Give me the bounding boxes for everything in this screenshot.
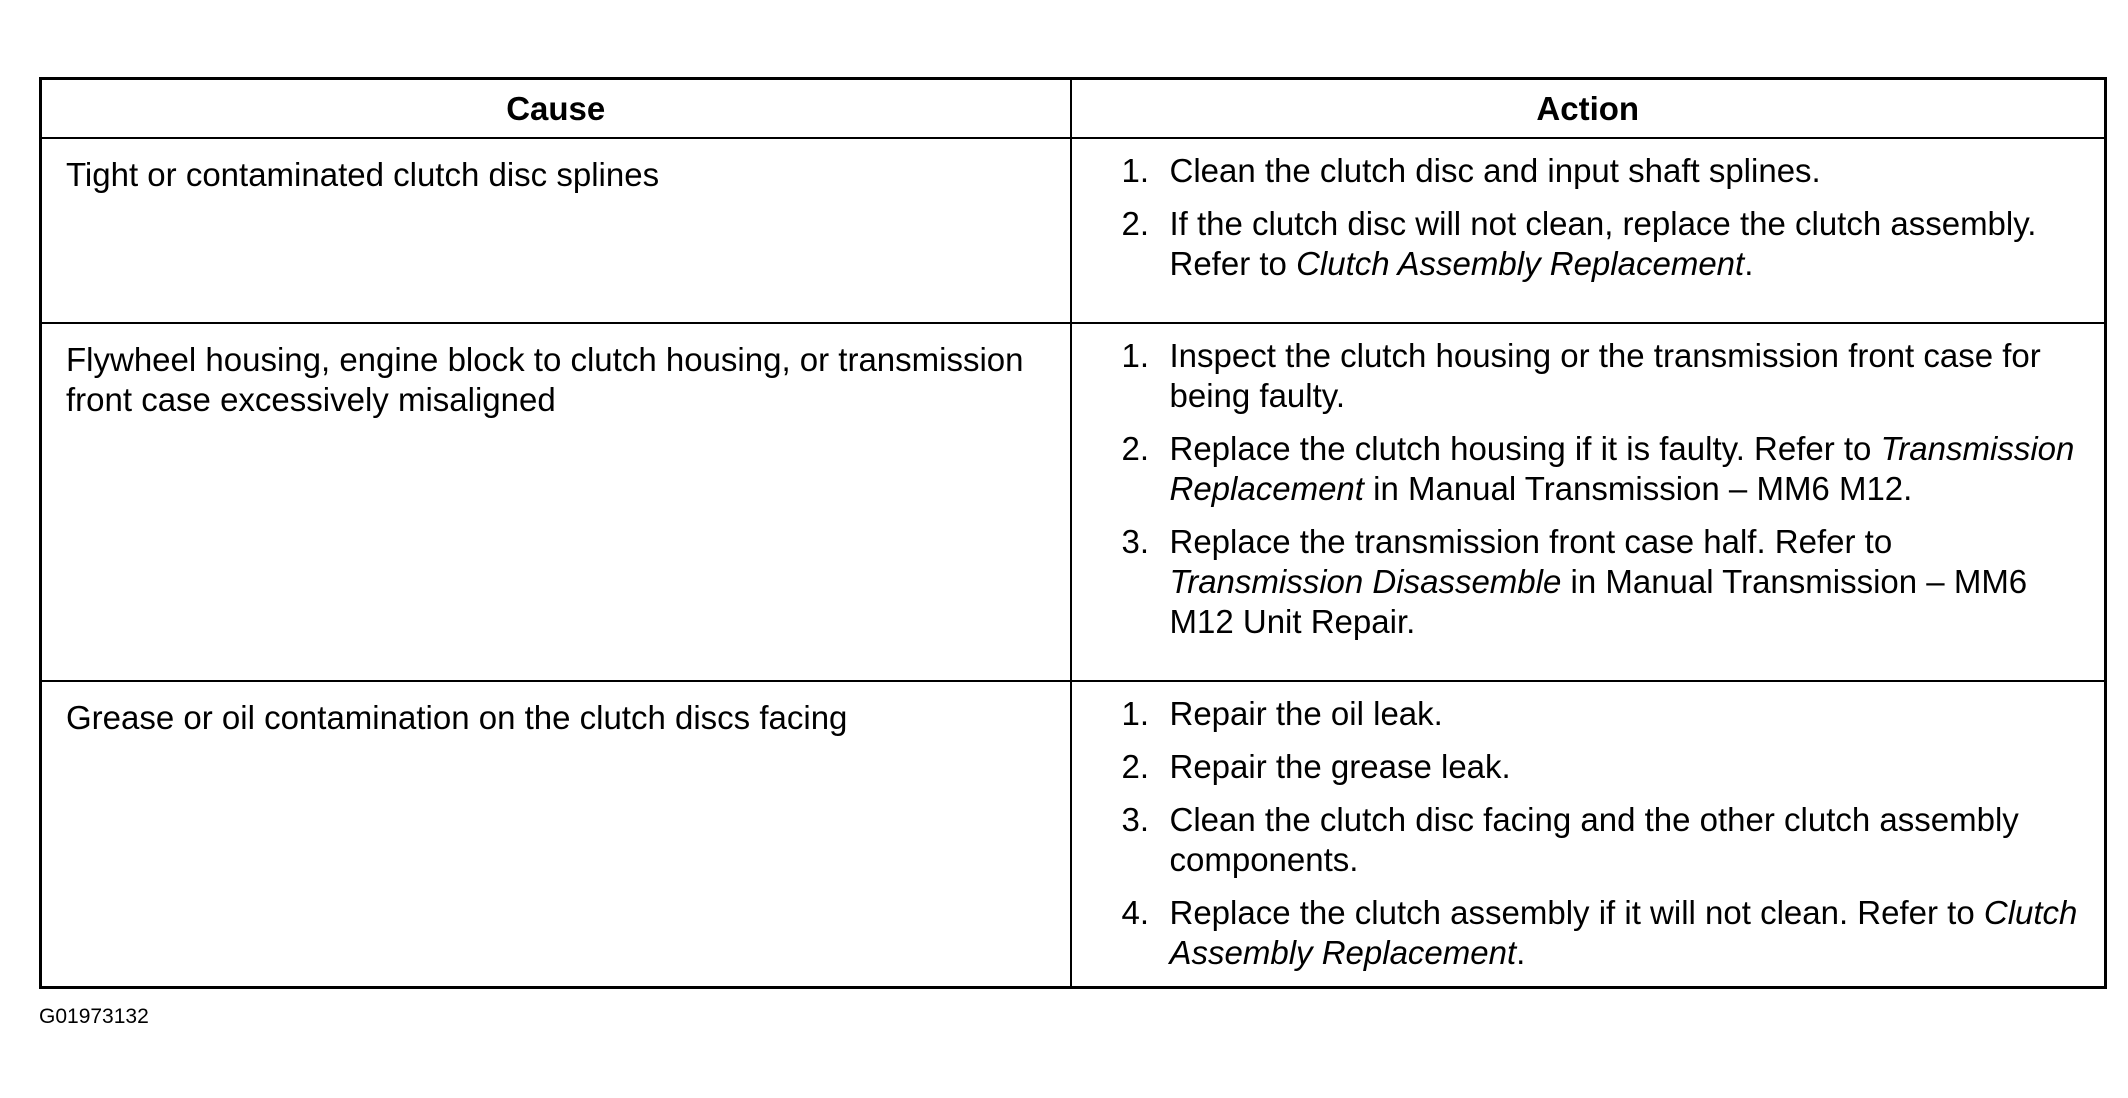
action-cell	[1071, 138, 2106, 323]
step-text-segment: Replace the transmission front case half. Refer to	[1169, 523, 1893, 560]
action-step	[1072, 694, 2091, 734]
action-step	[1072, 336, 2091, 416]
diagnostic-table	[39, 77, 2107, 989]
step-text-segment: .	[1744, 245, 1754, 282]
action-steps	[1072, 336, 2091, 642]
step-text-segment: in Manual Transmission – MM6 M12.	[1363, 470, 1913, 507]
step-text-segment: Repair the grease leak.	[1169, 748, 1511, 785]
cause-cell: Grease or oil contamination on the clutch discs facing	[41, 681, 1071, 988]
reference-title: Clutch Assembly Replacement	[1169, 894, 2078, 971]
step-text	[1170, 894, 2078, 971]
step-text	[1170, 152, 1821, 189]
action-cell	[1071, 323, 2106, 681]
step-text-segment: Replace the clutch housing if it is faulty. Refer to	[1169, 430, 1881, 467]
cause-cell: Tight or contaminated clutch disc splines	[41, 138, 1071, 323]
action-step	[1072, 204, 2091, 284]
step-text-segment: Inspect the clutch housing or the transmission front case for being faulty.	[1169, 337, 2041, 414]
step-number: 1.	[1121, 337, 1150, 374]
step-text	[1170, 801, 2019, 878]
step-number: 3.	[1121, 801, 1150, 838]
step-text-segment: Replace the clutch assembly if it will not clean. Refer to	[1169, 894, 1984, 931]
step-text	[1170, 695, 1443, 732]
step-text-segment: .	[1516, 934, 1526, 971]
figure-id: G01973132	[39, 1005, 149, 1028]
step-text-segment: If the clutch disc will not clean, replace the clutch assembly. Refer to	[1169, 205, 2037, 282]
step-text-segment: Clean the clutch disc facing and the other clutch assembly components.	[1169, 801, 2019, 878]
action-steps	[1072, 151, 2091, 284]
step-text-segment: in Manual Transmission – MM6 M12 Unit Repair.	[1169, 563, 2028, 640]
step-number: 2.	[1121, 748, 1150, 785]
reference-title: Transmission Replacement	[1169, 430, 2075, 507]
step-number: 2.	[1121, 205, 1150, 242]
cause-cell: Flywheel housing, engine block to clutch housing, or transmission front case excessively misaligned	[41, 323, 1071, 681]
step-text-segment: Repair the oil leak.	[1169, 695, 1443, 732]
step-number: 2.	[1121, 430, 1150, 467]
step-number: 1.	[1121, 152, 1150, 189]
step-number: 4.	[1121, 894, 1150, 931]
action-steps	[1072, 694, 2091, 973]
reference-title: Clutch Assembly Replacement	[1296, 245, 1745, 282]
action-cell	[1071, 681, 2106, 988]
step-text	[1170, 337, 2041, 414]
table-row	[41, 681, 2106, 988]
table-row	[41, 323, 2106, 681]
step-text	[1170, 205, 2037, 282]
table-row	[41, 138, 2106, 323]
cause-column-header: Cause	[41, 79, 1071, 139]
step-text	[1170, 748, 1511, 785]
action-step	[1072, 522, 2091, 642]
action-step	[1072, 151, 2091, 191]
step-text	[1170, 430, 2075, 507]
action-step	[1072, 893, 2091, 973]
step-number: 3.	[1121, 523, 1150, 560]
step-text	[1170, 523, 2028, 640]
action-step	[1072, 429, 2091, 509]
action-step	[1072, 747, 2091, 787]
table-header-row	[41, 79, 2106, 139]
action-step	[1072, 800, 2091, 880]
step-text-segment: Clean the clutch disc and input shaft splines.	[1169, 152, 1821, 189]
action-column-header: Action	[1071, 79, 2106, 139]
step-number: 1.	[1121, 695, 1150, 732]
reference-title: Transmission Disassemble	[1169, 563, 1562, 600]
